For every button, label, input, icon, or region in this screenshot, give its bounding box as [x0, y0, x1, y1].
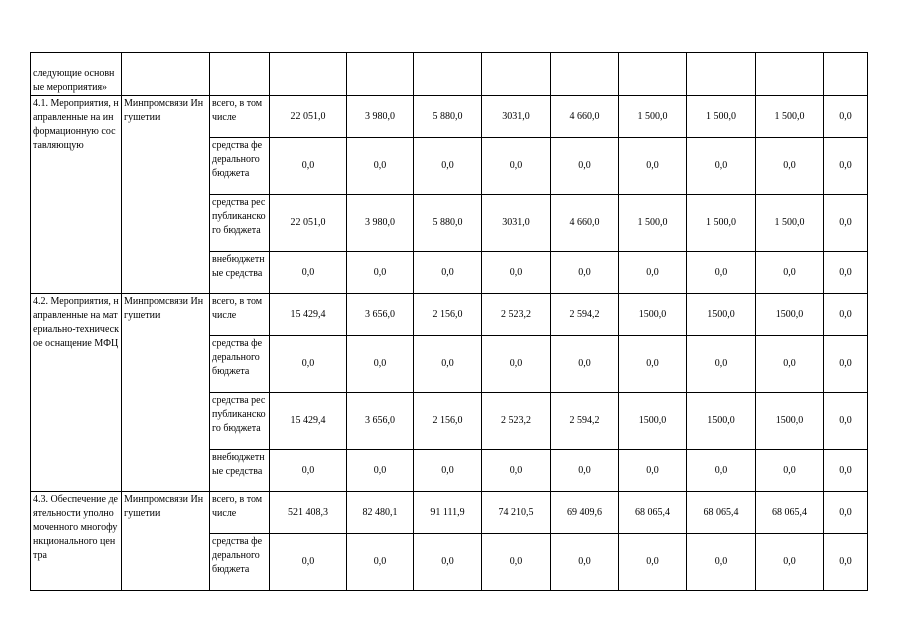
amount-cell: 0,0 [756, 252, 824, 294]
amount-cell: 0,0 [756, 336, 824, 393]
amount-cell: 3 656,0 [347, 294, 414, 336]
amount-cell: 0,0 [482, 336, 551, 393]
amount-cell: 0,0 [619, 252, 687, 294]
amount-cell: 4 660,0 [551, 96, 619, 138]
activity-title: 4.2. Мероприятия, направленные на материально-техническое оснащение МФЦ [31, 294, 122, 492]
amount-cell: 0,0 [619, 336, 687, 393]
amount-cell: 0,0 [347, 450, 414, 492]
amount-cell: 0,0 [756, 534, 824, 591]
table-row [31, 294, 868, 336]
table-row [31, 96, 868, 138]
amount-cell: 1 500,0 [619, 96, 687, 138]
amount-cell: 3 980,0 [347, 195, 414, 252]
funding-source-label: средства федерального бюджета [210, 534, 270, 591]
amount-cell: 2 156,0 [414, 393, 482, 450]
table-body [31, 53, 868, 591]
amount-cell: 1500,0 [687, 393, 756, 450]
amount-cell: 0,0 [270, 138, 347, 195]
amount-cell: 0,0 [551, 336, 619, 393]
amount-cell: 0,0 [824, 195, 868, 252]
amount-cell: 68 065,4 [687, 492, 756, 534]
amount-cell: 1 500,0 [619, 195, 687, 252]
amount-cell: 82 480,1 [347, 492, 414, 534]
amount-cell: 0,0 [551, 138, 619, 195]
amount-cell: 4 660,0 [551, 195, 619, 252]
amount-cell: 0,0 [270, 336, 347, 393]
amount-cell: 22 051,0 [270, 195, 347, 252]
amount-cell: 0,0 [824, 294, 868, 336]
empty-cell [687, 53, 756, 96]
amount-cell: 5 880,0 [414, 195, 482, 252]
amount-cell: 0,0 [482, 252, 551, 294]
amount-cell: 0,0 [824, 138, 868, 195]
amount-cell: 1 500,0 [687, 96, 756, 138]
amount-cell: 0,0 [687, 252, 756, 294]
empty-cell [551, 53, 619, 96]
amount-cell: 0,0 [756, 138, 824, 195]
funding-source-label: средства республиканского бюджета [210, 393, 270, 450]
amount-cell: 68 065,4 [619, 492, 687, 534]
amount-cell: 0,0 [687, 138, 756, 195]
amount-cell: 0,0 [824, 534, 868, 591]
amount-cell: 0,0 [482, 534, 551, 591]
amount-cell: 0,0 [687, 450, 756, 492]
continuation-text: следующие основные мероприятия» [31, 53, 122, 96]
amount-cell: 1 500,0 [756, 195, 824, 252]
amount-cell: 15 429,4 [270, 393, 347, 450]
amount-cell: 0,0 [347, 336, 414, 393]
amount-cell: 0,0 [482, 450, 551, 492]
amount-cell: 0,0 [824, 450, 868, 492]
table-row [31, 492, 868, 534]
executor-name: Минпромсвязи Ингушетии [122, 96, 210, 294]
amount-cell: 3 980,0 [347, 96, 414, 138]
amount-cell: 15 429,4 [270, 294, 347, 336]
amount-cell: 0,0 [551, 450, 619, 492]
amount-cell: 0,0 [270, 534, 347, 591]
amount-cell: 0,0 [270, 252, 347, 294]
amount-cell: 0,0 [551, 252, 619, 294]
amount-cell: 1500,0 [619, 294, 687, 336]
amount-cell: 0,0 [687, 534, 756, 591]
amount-cell: 2 594,2 [551, 294, 619, 336]
amount-cell: 68 065,4 [756, 492, 824, 534]
amount-cell: 2 523,2 [482, 294, 551, 336]
amount-cell: 3031,0 [482, 195, 551, 252]
amount-cell: 1 500,0 [687, 195, 756, 252]
empty-cell [482, 53, 551, 96]
amount-cell: 74 210,5 [482, 492, 551, 534]
funding-source-label: всего, в том числе [210, 294, 270, 336]
amount-cell: 0,0 [414, 336, 482, 393]
amount-cell: 0,0 [687, 336, 756, 393]
amount-cell: 3 656,0 [347, 393, 414, 450]
activity-title: 4.1. Мероприятия, направленные на информационную составляющую [31, 96, 122, 294]
amount-cell: 0,0 [619, 534, 687, 591]
amount-cell: 3031,0 [482, 96, 551, 138]
amount-cell: 0,0 [824, 492, 868, 534]
amount-cell: 521 408,3 [270, 492, 347, 534]
amount-cell: 1500,0 [756, 393, 824, 450]
amount-cell: 91 111,9 [414, 492, 482, 534]
activity-title: 4.3. Обеспечение деятельности уполномоченного многофункционального центра [31, 492, 122, 591]
amount-cell: 69 409,6 [551, 492, 619, 534]
empty-cell [824, 53, 868, 96]
amount-cell: 0,0 [414, 138, 482, 195]
amount-cell: 0,0 [619, 138, 687, 195]
executor-name: Минпромсвязи Ингушетии [122, 492, 210, 591]
amount-cell: 5 880,0 [414, 96, 482, 138]
funding-source-label: внебюджетные средства [210, 252, 270, 294]
amount-cell: 0,0 [414, 534, 482, 591]
amount-cell: 2 594,2 [551, 393, 619, 450]
amount-cell: 0,0 [824, 393, 868, 450]
funding-source-label: средства федерального бюджета [210, 336, 270, 393]
amount-cell: 0,0 [347, 534, 414, 591]
empty-cell [619, 53, 687, 96]
empty-cell [270, 53, 347, 96]
empty-cell [756, 53, 824, 96]
amount-cell: 0,0 [824, 96, 868, 138]
amount-cell: 2 523,2 [482, 393, 551, 450]
amount-cell: 2 156,0 [414, 294, 482, 336]
amount-cell: 1500,0 [619, 393, 687, 450]
funding-source-label: внебюджетные средства [210, 450, 270, 492]
funding-source-label: средства республиканского бюджета [210, 195, 270, 252]
empty-cell [414, 53, 482, 96]
budget-table [30, 52, 868, 591]
amount-cell: 1500,0 [756, 294, 824, 336]
amount-cell: 0,0 [347, 138, 414, 195]
amount-cell: 0,0 [414, 450, 482, 492]
executor-name: Минпромсвязи Ингушетии [122, 294, 210, 492]
amount-cell: 0,0 [270, 450, 347, 492]
empty-cell [347, 53, 414, 96]
funding-source-label: средства федерального бюджета [210, 138, 270, 195]
empty-cell [210, 53, 270, 96]
amount-cell: 0,0 [551, 534, 619, 591]
amount-cell: 0,0 [347, 252, 414, 294]
amount-cell: 22 051,0 [270, 96, 347, 138]
amount-cell: 0,0 [756, 450, 824, 492]
amount-cell: 0,0 [824, 252, 868, 294]
amount-cell: 1500,0 [687, 294, 756, 336]
funding-source-label: всего, в том числе [210, 96, 270, 138]
funding-source-label: всего, в том числе [210, 492, 270, 534]
table-row-header-continuation [31, 53, 868, 96]
amount-cell: 0,0 [619, 450, 687, 492]
amount-cell: 0,0 [482, 138, 551, 195]
amount-cell: 0,0 [824, 336, 868, 393]
amount-cell: 0,0 [414, 252, 482, 294]
amount-cell: 1 500,0 [756, 96, 824, 138]
empty-cell [122, 53, 210, 96]
